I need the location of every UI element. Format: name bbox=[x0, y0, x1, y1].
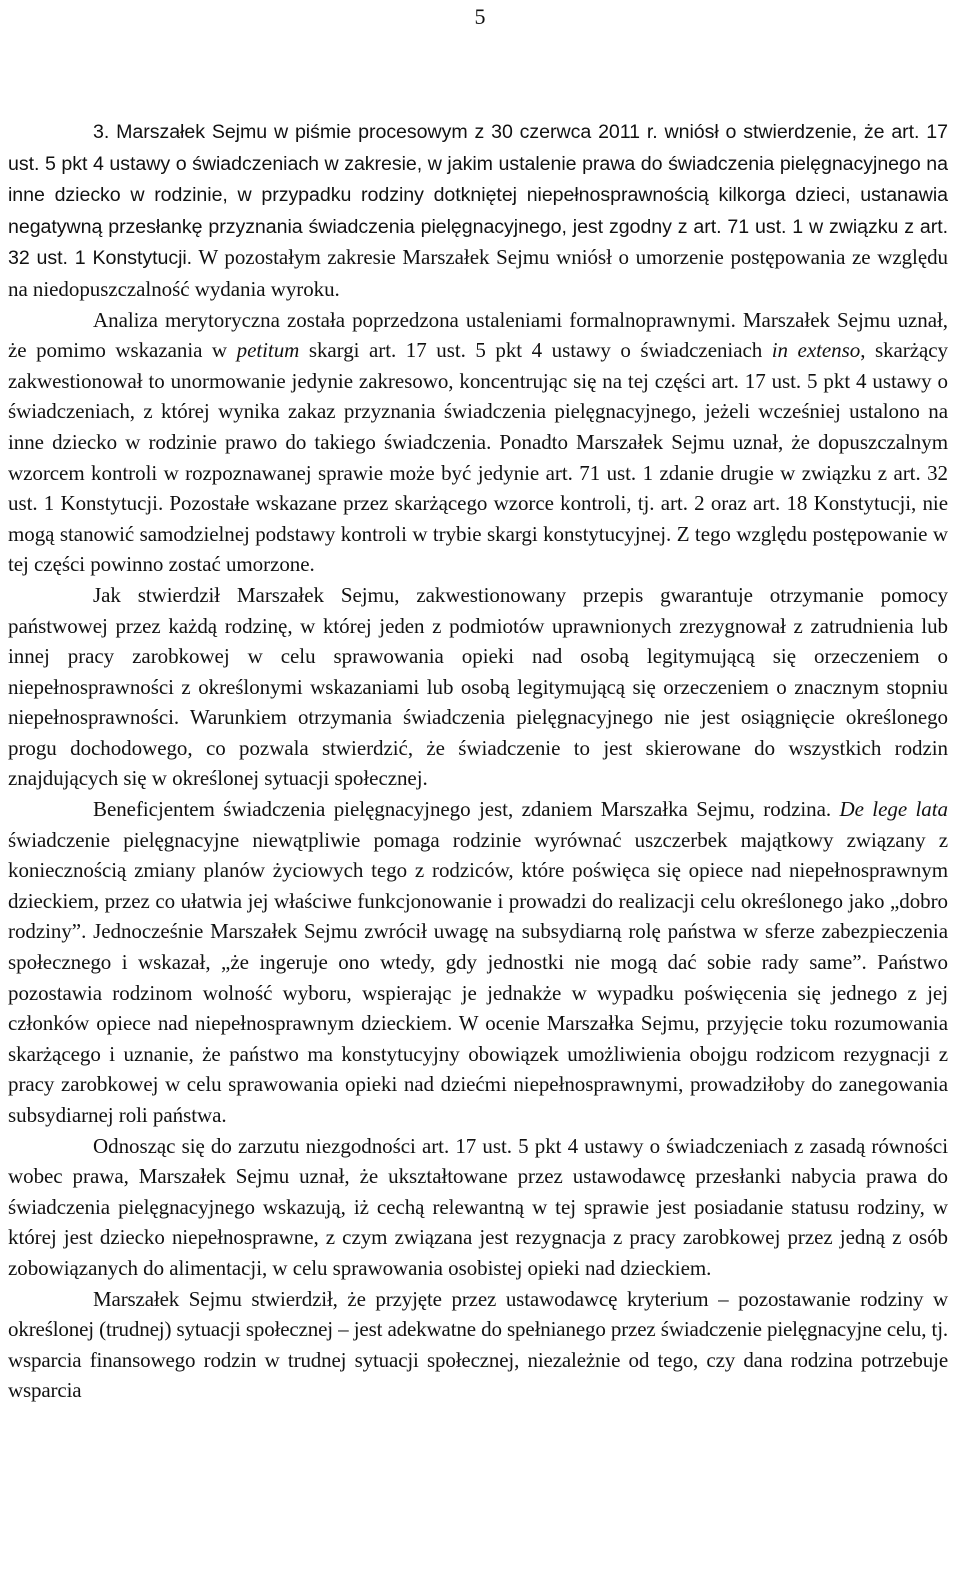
paragraph-4 bbox=[8, 794, 948, 1131]
paragraph-6: Marszałek Sejmu stwierdził, że przyjęte przez ustawodawcę kryterium – pozostawanie rodziny w określonej (trudnej) sytuacji społecznej – jest adekwatne do spełnianego przez świadczenie pielęgnacyjne celu, tj. wsparcia finansowego rodzin w trudnej sytuacji społecznej, niezależnie od tego, czy dana rodzina potrzebuje wsparcia bbox=[8, 1286, 948, 1403]
paragraph-3: Jak stwierdził Marszałek Sejmu, zakwestionowany przepis gwarantuje otrzymanie pomocy państwowej przez każdą rodzinę, w której jeden z podmiotów uprawnionych zrezygnował z zatrudnienia lub innej pracy zarobkowej w celu sprawowania opieki nad osobą legitymującą się orzeczeniem o niepełnosprawności z określonymi wskazaniami lub osobą legitymującą się orzeczeniem o znacznym stopniu niepełnosprawności. Warunkiem otrzymania świadczenia pielęgnacyjnego nie jest osiągnięcie określonego progu dochodowego, co pozwala stwierdzić, że świadczenie to jest skierowane do wszystkich rodzin znajdujących się w określonej sytuacji społecznej. bbox=[8, 582, 948, 791]
paragraph-1-text-continued: W pozostałym zakresie Marszałek Sejmu wniósł o umorzenie postępowania ze względu na niedopuszczalność wydania wyroku. bbox=[8, 245, 948, 301]
paragraph-1 bbox=[8, 116, 948, 305]
paragraph-4-text-b: świadczenie pielęgnacyjne niewątpliwie pomaga rodzinie wyrównać uszczerbek majątkowy związany z koniecznością zmiany planów życiowych tego z rodziców, które poświęca się opiece nad niepełnosprawnym dzieckiem, przez co ułatwia jej właściwe funkcjonowanie i prowadzi do realizacji celu określonego jako „dobro rodziny”. Jednocześnie Marszałek Sejmu zwrócił uwagę na subsydiarną rolę państwa w sferze zabezpieczenia społecznego i wskazał, „że ingeruje ono wtedy, gdy jednostki nie mogą dać sobie rady same”. Państwo pozostawia rodzinom wolność wyboru, wspierając je jednakże w wypadku poświęcenia się jednego z jej członków opiece nad niepełnosprawnym dzieckiem. W ocenie Marszałka Sejmu, przyjęcie toku rozumowania skarżącego i uznanie, że państwo ma konstytucyjny obowiązek umożliwienia obojgu rodzicom rezygnacji z pracy zarobkowej w celu sprawowania opieki nad dziećmi niepełnosprawnymi, prowadziłoby do zanegowania subsydiarnej roli państwa. bbox=[8, 827, 948, 1127]
body-text bbox=[8, 116, 948, 1406]
paragraph-2-italic-in-extenso: in extenso bbox=[771, 338, 861, 363]
paragraph-2-text-a: Analiza merytoryczna została poprzedzona ustaleniami formalnoprawnymi. Marszałek Sejmu uznał, że pomimo wskazania w bbox=[8, 307, 948, 363]
page-number: 5 bbox=[474, 4, 486, 29]
paragraph-4-italic-de-lege-lata: De lege lata bbox=[839, 797, 948, 822]
paragraph-2-text-c: , skarżący zakwestionował to unormowanie jedynie zakresowo, koncentrując się na tej części art. 17 ust. 5 pkt 4 ustawy o świadczeniach, z której wynika zakaz przyznania świadczenia pielęgnacyjnego, jeżeli wcześniej ustalono na inne dziecko w rodzinie prawo do takiego świadczenia. Ponadto Marszałek Sejmu uznał, że dopuszczalnym wzorcem kontroli w rozpoznawanej sprawie może być jedynie art. 71 ust. 1 zdanie drugie w związku z art. 32 ust. 1 Konstytucji. Pozostałe wskazane przez skarżącego wzorce kontroli, tj. art. 2 oraz art. 18 Konstytucji, nie mogą stanowić samodzielnej podstawy kontroli w trybie skargi konstytucyjnej. Z tego względu postępowanie w tej części powinno zostać umorzone. bbox=[8, 338, 948, 577]
paragraph-2 bbox=[8, 305, 948, 580]
paragraph-2-italic-petitum: petitum bbox=[236, 338, 300, 363]
paragraph-4-text-a: Beneficjentem świadczenia pielęgnacyjnego jest, zdaniem Marszałka Sejmu, rodzina. bbox=[93, 797, 840, 822]
paragraph-1-text: 3. Marszałek Sejmu w piśmie procesowym z 30 czerwca 2011 r. wniósł o stwierdzenie, że art. 17 ust. 5 pkt 4 ustawy o świadczeniach w zakresie, w jakim ustalenie prawa do świadczenia pielęgnacyjnego na inne dziecko w rodzinie, w przypadku rodziny dotkniętej niepełnosprawnością kilkorga dzieci, ustanawia negatywną przesłankę przyznania świadczenia pielęgnacyjnego, jest zgodny z art. 71 ust. 1 w związku z art. 32 ust. 1 Konstytucji. bbox=[8, 121, 948, 270]
paragraph-5: Odnosząc się do zarzutu niezgodności art. 17 ust. 5 pkt 4 ustawy o świadczeniach z zasadą równości wobec prawa, Marszałek Sejmu uznał, że ukształtowane przez ustawodawcę przesłanki nabycia prawa do świadczenia pielęgnacyjnego wskazują, iż cechą relewantną w tej sprawie jest posiadanie statusu rodziny, w której jest dziecko niepełnosprawne, z czym związana jest rezygnacja z pracy zarobkowej przez jedną z osób zobowiązanych do alimentacji, w celu sprawowania osobistej opieki nad dzieckiem. bbox=[8, 1133, 948, 1280]
paragraph-2-text-b: skargi art. 17 ust. 5 pkt 4 ustawy o świadczeniach bbox=[299, 338, 772, 363]
